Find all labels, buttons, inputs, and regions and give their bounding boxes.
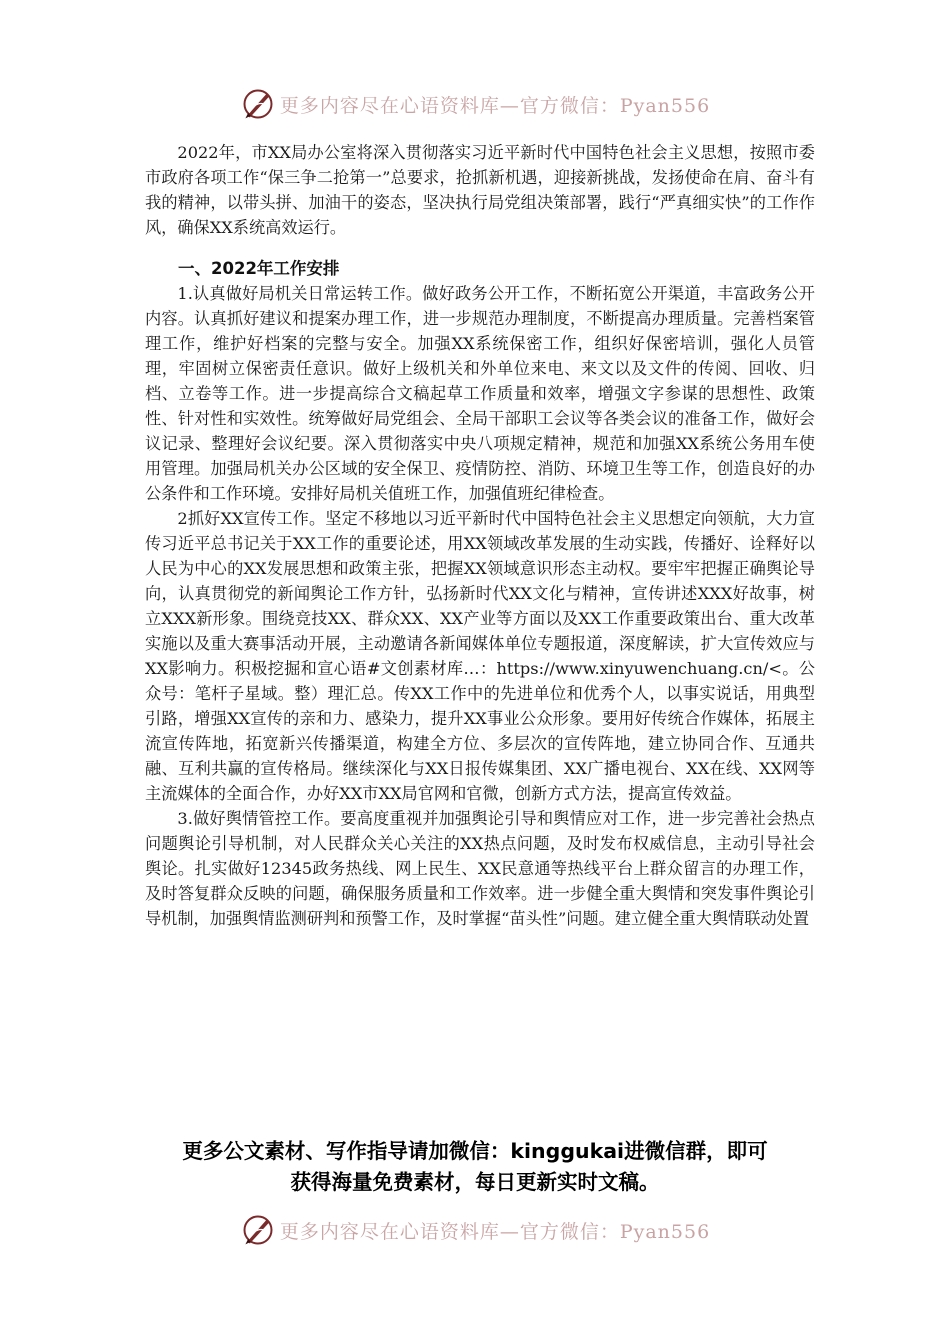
promo-call-to-action (120, 1136, 830, 1198)
footer-banner (0, 1210, 950, 1250)
paragraph-1: 1.认真做好局机关日常运转工作。做好政务公开工作，不断拓宽公开渠道，丰富政务公开内容。认真抓好建议和提案办理工作，进一步规范办理制度，不断提高办理质量。完善档案管理工作，维护好档案的完整与安全。加强XX系统保密工作，组织好保密培训，强化人员管理，牢固树立保密责任意识。做好上级机关和外单位来电、来文以及文件的传阅、回收、归档、立卷等工作。进一步提高综合文稿起草工作质量和效率，增强文字参谋的思想性、政策性、针对性和实效性。统筹做好局党组会、全局干部职工会议等各类会议的准备工作，做好会议记录、整理好会议纪要。深入贯彻落实中央八项规定精神，规范和加强XX系统公务用车使用管理。加强局机关办公区域的安全保卫、疫情防控、消防、环境卫生等工作，创造良好的办公条件和工作环境。安排好局机关值班工作，加强值班纪律检查。 (145, 284, 815, 503)
pen-logo-icon (240, 86, 276, 122)
promo-line-2: 获得海量免费素材，每日更新实时文稿。 (290, 1170, 660, 1194)
header-banner (0, 84, 950, 124)
header-banner-text: 更多内容尽在心语资料库—官方微信：Pyan556 (279, 94, 711, 117)
paragraph-3: 3.做好舆情管控工作。要高度重视并加强舆论引导和舆情应对工作，进一步完善社会热点问题舆论引导机制，对人民群众关心关注的XX热点问题，及时发布权威信息，主动引导社会舆论。扎实做好12345政务热线、网上民生、XX民意通等热线平台上群众留言的办理工作，及时答复群众反映的问题，确保服务质量和工作效率。进一步健全重大舆情和突发事件舆论引导机制，加强舆情监测研判和预警工作，及时掌握“苗头性”问题。建立健全重大舆情联动处置 (145, 809, 815, 928)
footer-banner-text: 更多内容尽在心语资料库—官方微信：Pyan556 (279, 1220, 711, 1243)
document-body (145, 140, 815, 931)
paragraph-2: 2抓好XX宣传工作。坚定不移地以习近平新时代中国特色社会主义思想定向领航，大力宣传习近平总书记关于XX工作的重要论述，用XX领域改革发展的生动实践，传播好、诠释好以人民为中心的XX发展思想和政策主张，把握XX领域意识形态主动权。要牢牢把握正确舆论导向，认真贯彻党的新闻舆论工作方针，弘扬新时代XX文化与精神，宣传讲述XXX好故事，树立XXX新形象。围绕竞技XX、群众XX、XX产业等方面以及XX工作重要政策出台、重大改革实施以及重大赛事活动开展，主动邀请各新闻媒体单位专题报道，深度解读，扩大宣传效应与XX影响力。积极挖掘和宣心语#文创素材库…：https://www.xinyuwenchuang.cn/<。公众号：笔杆子星域。整）理汇总。传XX工作中的先进单位和优秀个人，以事实说话，用典型引路，增强XX宣传的亲和力、感染力，提升XX事业公众形象。要用好传统合作媒体，拓展主流宣传阵地，拓宽新兴传播渠道，构建全方位、多层次的宣传阵地，建立协同合作、互通共融、互利共赢的宣传格局。继续深化与XX日报传媒集团、XX广播电视台、XX在线、XX网等主流媒体的全面合作，办好XX市XX局官网和官微，创新方式方法，提高宣传效益。 (145, 509, 815, 803)
promo-line-1: 更多公文素材、写作指导请加微信：kinggukai进微信群，即可 (182, 1139, 768, 1163)
section-heading: 一、2022年工作安排 (178, 259, 340, 278)
pen-logo-icon (240, 1212, 276, 1248)
intro-paragraph: 2022年，市XX局办公室将深入贯彻落实习近平新时代中国特色社会主义思想，按照市委市政府各项工作“保三争二抢第一”总要求，抢抓新机遇，迎接新挑战，发扬使命在肩、奋斗有我的精神，以带头拼、加油干的姿态，坚决执行局党组决策部署，践行“严真细实快”的工作作风，确保XX系统高效运行。 (145, 143, 815, 237)
